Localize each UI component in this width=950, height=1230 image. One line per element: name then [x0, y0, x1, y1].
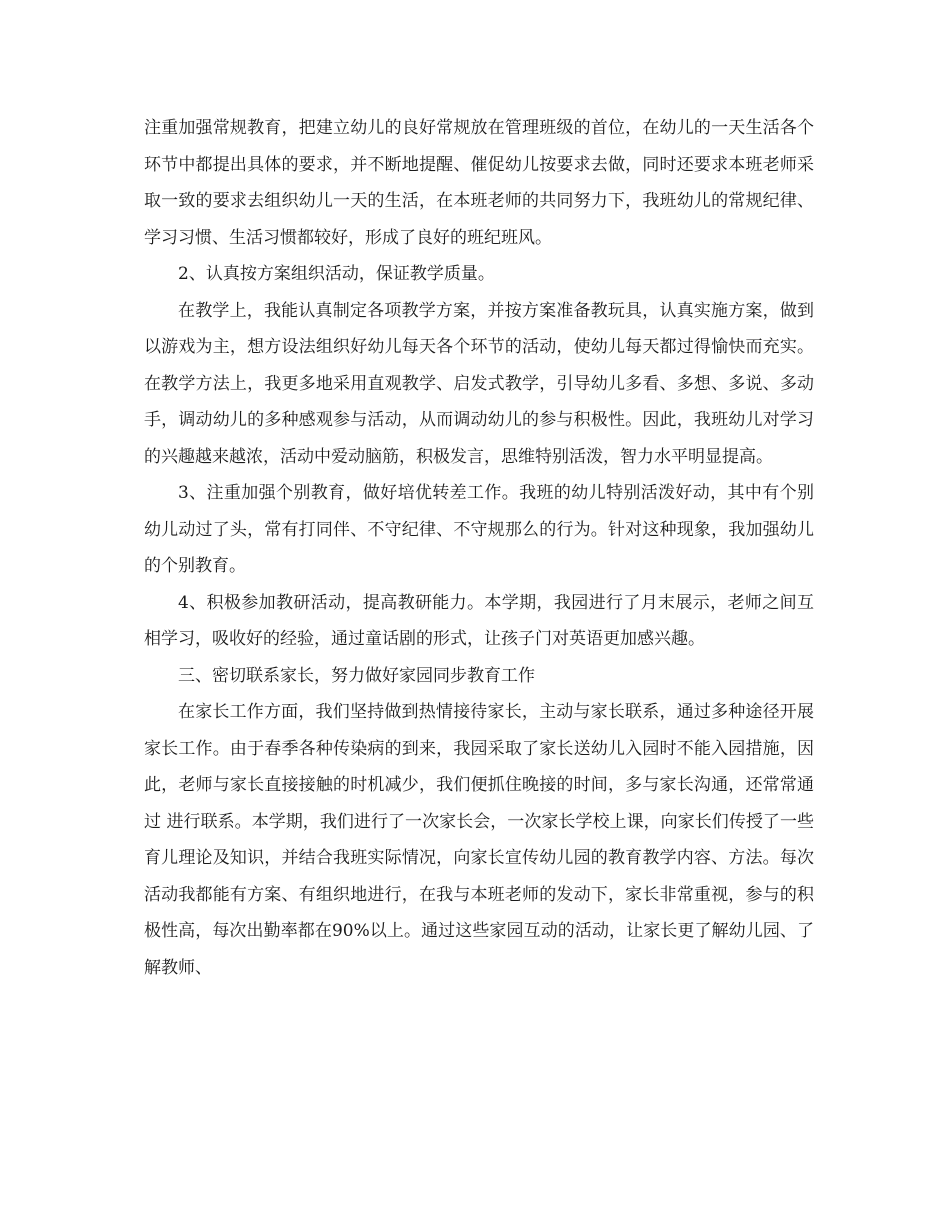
section-heading-teaching-plan: 2、认真按方案组织活动，保证教学质量。 — [178, 264, 495, 284]
paragraph-individual-education: 3、注重加强个别教育，做好培优转差工作。我班的幼儿特别活泼好动，其中有个别幼儿动过了头，常有打同伴、不守纪律、不守规那么的行为。针对这种现象，我加强幼儿的个别教育。 — [144, 483, 814, 576]
paragraph-teaching: 在教学上，我能认真制定各项教学方案，并按方案准备教玩具，认真实施方案，做到以游戏为主，想方设法组织好幼儿每天各个环节的活动，使幼儿每天都过得愉快而充实。在教学方法上，我更多地采用直观教学、启发式教学，引导幼儿多看、多想、多说、多动手，调动幼儿的多种感观参与活动，从而调动幼儿的参与积极性。因此，我班幼儿对学习的兴趣越来越浓，活动中爱动脑筋，积极发言，思维特别活泼，智力水平明显提高。 — [144, 300, 814, 467]
document-page — [144, 110, 814, 986]
section-heading-parents: 三、密切联系家长，努力做好家园同步教育工作 — [178, 665, 535, 686]
paragraph-routine-education: 注重加强常规教育，把建立幼儿的良好常规放在管理班级的首位，在幼儿的一天生活各个环节中都提出具体的要求，并不断地提醒、催促幼儿按要求去做，同时还要求本班老师采取一致的要求去组织幼儿一天的生活，在本班老师的共同努力下，我班幼儿的常规纪律、学习习惯、生活习惯都较好，形成了良好的班纪班风。 — [144, 118, 814, 248]
paragraph-teaching-research: 4、积极参加教研活动，提高教研能力。本学期，我园进行了月末展示，老师之间互相学习，吸收好的经验，通过童话剧的形式，让孩子门对英语更加感兴趣。 — [144, 592, 814, 649]
paragraph-parent-work: 在家长工作方面，我们坚持做到热情接待家长，主动与家长联系，通过多种途径开展家长工作。由于春季各种传染病的到来，我园采取了家长送幼儿入园时不能入园措施，因此，老师与家长直接接触的时机减少，我们便抓住晚接的时间，多与家长沟通，还常常通过 进行联系。本学期，我们进行了一次家长会，一次家长学校上课，向家长们传授了一些育儿理论及知识，并结合我班实际情况，向家长宣传幼儿园的教育教学内容、方法。每次活动我都能有方案、有组织地进行，在我与本班老师的发动下，家长非常重视，参与的积极性高，每次出勤率都在90%以上。通过这些家园互动的活动，让家长更了解幼儿园、了解教师、 — [144, 702, 814, 978]
